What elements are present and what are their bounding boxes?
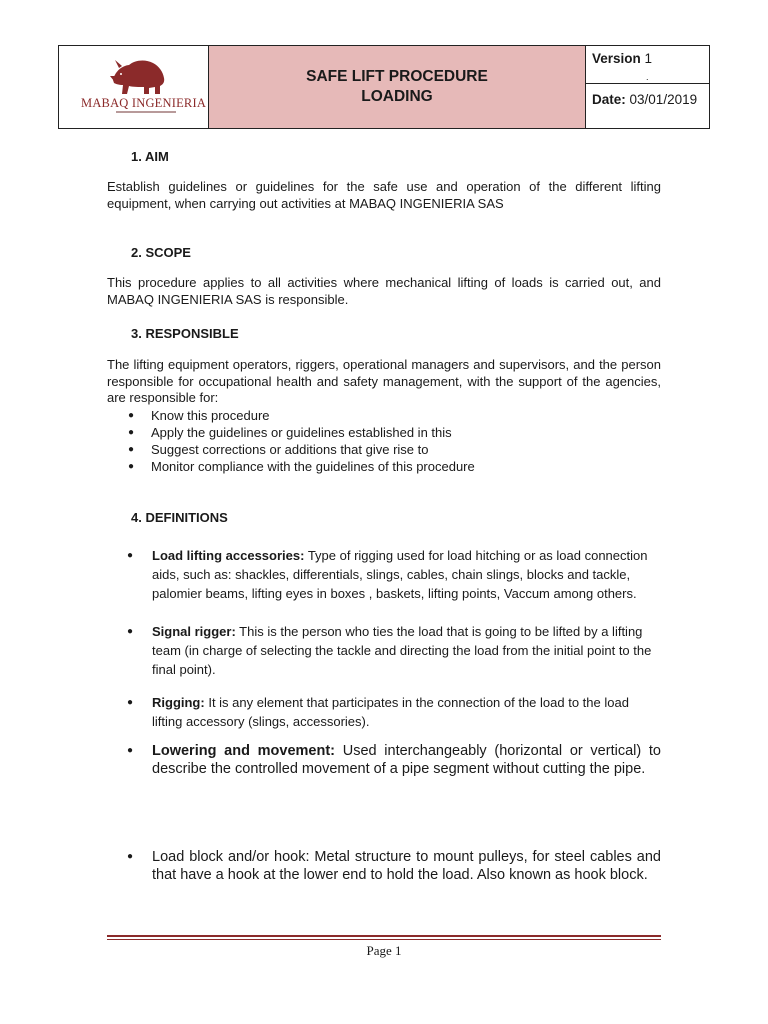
bullet-icon: ●: [128, 461, 135, 472]
responsible-text: The lifting equipment operators, riggers, operational managers and supervisors, and the person responsible for occupational health and safety management, with the support of the agencies, are responsible for:: [107, 357, 661, 405]
list-item: [127, 424, 475, 441]
responsible-list: [127, 407, 475, 475]
version-value: 1: [644, 51, 653, 66]
logo-text: MABAQ INGENIERIA: [81, 96, 207, 110]
definition-item: [127, 693, 661, 731]
definition-text: It is any element that participates in the connection of the load to the load lifting accessory (slings, accessories).: [152, 695, 629, 729]
footer-line-thin: [107, 939, 661, 940]
date-value: 03/01/2019: [629, 92, 698, 107]
page-number: Page 1: [366, 943, 402, 958]
definition-text: This is the person who ties the load that is going to be lifted by a lifting team (in charge of selecting the tackle and directing the load from the initial point to the final point).: [152, 624, 652, 677]
responsible-heading: 3. RESPONSIBLE: [131, 326, 239, 341]
rhino-logo-icon: [109, 54, 167, 96]
bullet-icon: ●: [127, 697, 134, 708]
bullet-icon: ●: [128, 427, 135, 438]
definition-term: Signal rigger:: [152, 624, 236, 639]
list-item: [127, 441, 475, 458]
definition-text: Type of rigging used for load hitching or as load connection aids, such as: shackles, differentials, slings, cables, chain slings, blocks and tackle, palomier beams, lifting eyes in boxes , baskets, lifting points, Vaccum among others.: [152, 548, 648, 601]
scope-heading: 2. SCOPE: [131, 245, 191, 260]
document-header: [58, 45, 710, 129]
meta-cell: [586, 46, 709, 128]
definition-text: Used interchangeably (horizontal or vertical) to describe the controlled movement of a pipe segment without cutting the pipe.: [152, 743, 661, 777]
definition-term: Rigging:: [152, 695, 205, 710]
aim-text: Establish guidelines or guidelines for the safe use and operation of the different lifting equipment, when carrying out activities at MABAQ INGENIERIA SAS: [107, 179, 661, 211]
footer-line-thick: [107, 935, 661, 937]
document-title: SAFE LIFT PROCEDURE: [306, 68, 488, 85]
title-cell: [209, 46, 586, 128]
bullet-icon: ●: [127, 550, 134, 561]
bullet-icon: ●: [127, 626, 134, 637]
logo-cell: [59, 46, 209, 128]
version-field: [586, 46, 709, 84]
list-item-text: Monitor compliance with the guidelines of this procedure: [151, 459, 475, 474]
logo-tagline: [116, 111, 176, 113]
list-item: [127, 458, 475, 475]
bullet-icon: ●: [127, 851, 134, 862]
definition-item: [127, 546, 661, 603]
list-item-text: Suggest corrections or additions that give rise to: [151, 442, 429, 457]
version-label: Version: [592, 51, 641, 66]
definition-item: [127, 742, 661, 778]
date-field: [586, 84, 709, 128]
definition-item: [127, 848, 661, 884]
definition-term: Load lifting accessories:: [152, 548, 305, 563]
definitions-heading: 4. DEFINITIONS: [131, 510, 228, 525]
footer-divider: [107, 935, 661, 940]
document-subtitle: LOADING: [361, 88, 433, 105]
list-item: [127, 407, 475, 424]
bullet-icon: ●: [128, 444, 135, 455]
list-item-text: Know this procedure: [151, 408, 270, 423]
bullet-icon: ●: [128, 410, 135, 421]
version-dot: .: [646, 72, 649, 82]
definition-text: Load block and/or hook: Metal structure to mount pulleys, for steel cables and that have a hook at the lower end to hold the load. Also known as hook block.: [152, 849, 661, 883]
definition-item: [127, 622, 661, 679]
definition-term: Lowering and movement:: [152, 743, 336, 759]
aim-heading: 1. AIM: [131, 149, 169, 164]
scope-text: This procedure applies to all activities where mechanical lifting of loads is carried out, and MABAQ INGENIERIA SAS is responsible.: [107, 275, 661, 307]
bullet-icon: ●: [127, 745, 134, 756]
list-item-text: Apply the guidelines or guidelines established in this: [151, 425, 452, 440]
date-label: Date:: [592, 92, 626, 107]
